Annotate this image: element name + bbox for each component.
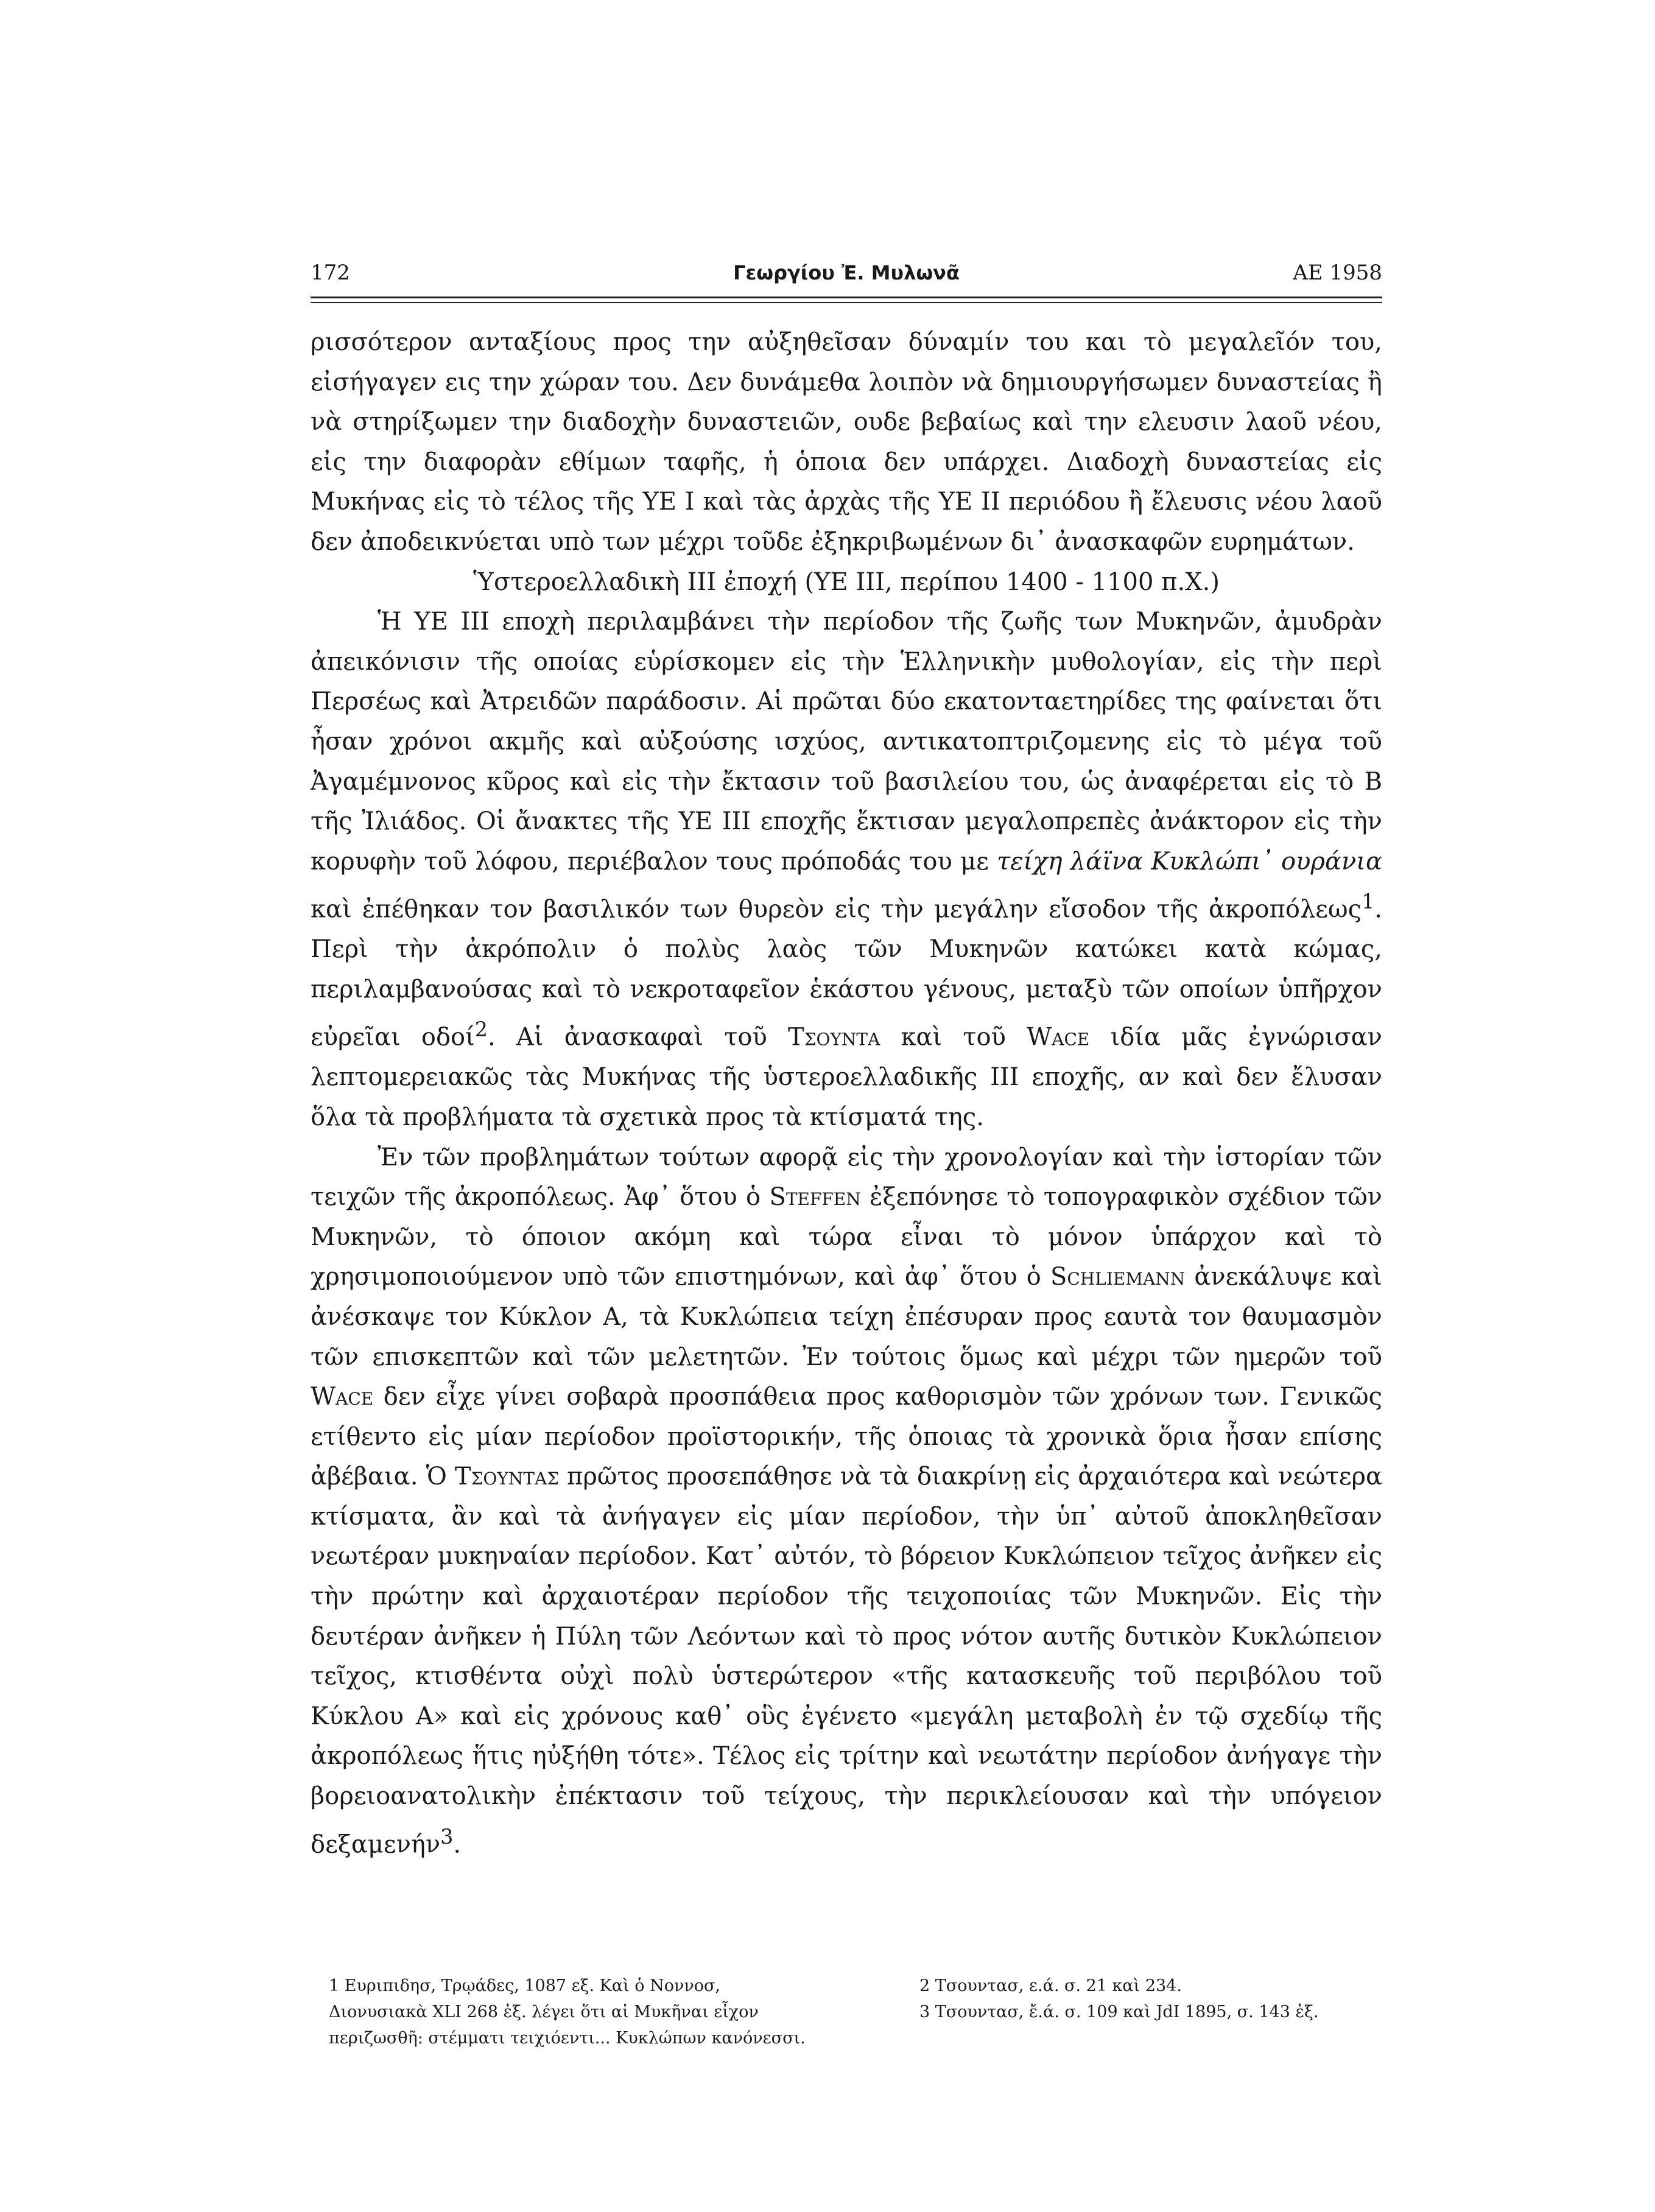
author-name: Τσουντα (788, 1023, 880, 1052)
footnote-column-left (329, 1973, 889, 2051)
text-run: ιδία μᾶς ἐγνώρισαν λεπτομερειακῶς τὰς Μυκήνας τῆς ὑστεροελλαδικῆς ΙΙΙ εποχῆς, αν καὶ δεν ἔλυσαν ὅλα τὰ προβλήματα τὰ σχετικὰ προς τὰ κτίσματά της. (311, 1023, 1382, 1131)
paragraph (311, 602, 1382, 1137)
author-name: Steffen (769, 1183, 861, 1212)
header-rule-secondary (311, 302, 1382, 303)
footnote-1-cont: περιζωσθῆ: στέμματι τειχιόεντι... Κυκλώπων κανόνεσσι. (329, 2029, 806, 2048)
text-run: πρῶτος προσεπάθησε νὰ τὰ διακρίνῃ εἰς ἀρχαιότερα καὶ νεώτερα κτίσματα, ἂν καὶ τὰ ἀνήγαγεν εἰς μίαν περίοδον, τὴν ὑπ᾽ αὐτοῦ ἀποκληθεῖσαν νεωτέραν μυκηναίαν περίοδον. Κατ᾽ αὐτόν, τὸ βόρειον Κυκλώπειον τεῖχος ἀνῆκεν εἰς τὴν πρώτην καὶ ἀρχαιοτέραν περίοδον τῆς τειχοποιίας τῶν Μυκηνῶν. Εἰς τὴν δευτέραν ἀνῆκεν ἡ Πύλη τῶν Λεόντων καὶ τὸ προς νότον αυτῆς δυτικὸν Κυκλώπειον τεῖχος, κτισθέντα οὐχὶ πολὺ ὑστερώτερον «τῆς κατασκευῆς τοῦ περιβόλου τοῦ Κύκλου Α» καὶ εἰς χρόνους καθ᾽ οὓς ἐγένετο «μεγάλη μεταβολὴ ἐν τῷ σχεδίῳ τῆς ἀκροπόλεως ἥτις ηὐξήθη τότε». Τέλος εἰς τρίτην καὶ νεωτάτην περίοδον ἀνήγαγε τὴν βορειοανατολικὴν ἐπέκτασιν τοῦ τείχους, τὴν περικλείουσαν καὶ τὴν υπόγειον δεξαμενήν (311, 1462, 1382, 1858)
footnote-column-right (919, 1973, 1382, 2025)
footnote-1-cont: Διονυσιακὰ XLI 268 ἑξ. λέγει ὅτι αἱ Μυκῆναι εἶχον (329, 2003, 759, 2021)
text-run: ἐξεπόνησε τὸ τοπογραφικὸν σχέδιον τῶν Μυκηνῶν, τὸ όποιον ακόμη καὶ τώρα εἶναι τὸ μόνον ὑπάρχον καὶ τὸ χρησιμοποιούμενον υπὸ τῶν επιστημόνων, καὶ ἀφ᾽ ὅτου ὁ (311, 1183, 1382, 1291)
text-run: καὶ ἐπέθηκαν τον βασιλικόν των θυρεὸν εἰς τὴν μεγάλην εἴσοδον τῆς ἀκροπόλεως (311, 895, 1362, 924)
homeric-quote: τείχη λάϊνα Κυκλώπι᾽ ουράνια (997, 847, 1382, 876)
paragraph: ρισσότερον ανταξίους προς την αὐξηθεῖσαν δύναμίν του και τὸ μεγαλεῖόν του, εἰσήγαγεν εις την χώραν του. Δεν δυνάμεθα λοιπὸν νὰ δημιουργήσωμεν δυναστείας ἢ νὰ στηρίξωμεν την διαδοχὴν δυναστειῶν, ουδε βεβαίως καὶ την ελευσιν λαοῦ νέου, εἰς την διαφορὰν εθίμων ταφῆς, ἡ ὁποια δεν υπάρχει. Διαδοχὴ δυναστείας εἰς Μυκήνας εἰς τὸ τέλος τῆς ΥΕ Ι καὶ τὰς ἀρχὰς τῆς ΥΕ ΙΙ περιόδου ἢ ἔλευσις νέου λαοῦ δεν ἀποδεικνύεται υπὸ των μέχρι τοῦδε ἐξηκριβωμένων δι᾽ ἀνασκαφῶν ευρημάτων. (311, 328, 1382, 556)
journal-year: ΑΕ 1958 (1293, 261, 1382, 285)
author-name: Wace (1027, 1023, 1090, 1052)
footnote-1: 1 Ευριπιδησ, Τρῳάδες, 1087 εξ. Καὶ ὁ Νοννοσ, (329, 1976, 721, 1995)
text-run: δεν εἶχε γίνει σοβαρὰ προσπάθεια προς καθορισμὸν τῶν χρόνων των. Γενικῶς ετίθεντο εἰς μίαν περίοδον προϊστορικήν, τῆς ὁποιας τὰ χρονικὰ ὅρια ἦσαν επίσης ἀβέβαια. Ὁ (311, 1383, 1382, 1491)
running-title: Γεωργίου Ἐ. Μυλωνᾶ (733, 261, 960, 284)
author-name: Wace (311, 1383, 374, 1411)
author-name: Τσουντας (454, 1462, 559, 1491)
running-header (311, 255, 1382, 291)
footnote-ref: 1 (1362, 890, 1375, 914)
footnote-2: 2 Τσουντασ, ε.ά. σ. 21 καὶ 234. (919, 1976, 1182, 1995)
text-run: . (453, 1830, 462, 1858)
text-run: Ἐν τῶν προβλημάτων τούτων αφορᾷ εἰς τὴν χρονολογίαν καὶ τὴν ἱστορίαν τῶν τειχῶν τῆς ἀκροπόλεως. Ἀφ᾽ ὅτου ὁ (311, 1143, 1382, 1212)
text-run: . Περὶ τὴν ἀκρόπολιν ὁ πολὺς λαὸς τῶν Μυκηνῶν κατώκει κατὰ κώμας, περιλαμβανούσας καὶ τὸ νεκροταφεῖον ἑκάστου γένους, μεταξὺ τῶν οποίων ὑπῆρχον εὐρεῖαι οδοί (311, 895, 1382, 1052)
text-run: . Αἱ ἀνασκαφαὶ τοῦ (488, 1023, 789, 1052)
text-run: καὶ τοῦ (880, 1023, 1027, 1052)
footnote-ref: 2 (474, 1017, 488, 1042)
page-number: 172 (311, 261, 350, 285)
section-heading: Ὑστεροελλαδικὴ ΙΙΙ ἐποχή (ΥΕ ΙΙΙ, περίπου 1400 - 1100 π.Χ.) (473, 567, 1220, 596)
paragraph (311, 1138, 1382, 1865)
header-rule (311, 297, 1382, 298)
author-name: Schliemann (1050, 1263, 1186, 1291)
body-text (311, 323, 1382, 1865)
text-run: Ἡ ΥΕ ΙΙΙ εποχὴ περιλαμβάνει τὴν περίοδον τῆς ζωῆς των Μυκηνῶν, ἀμυδρὰν ἀπεικόνισιν τῆς οποίας εὑρίσκομεν εἰς τὴν Ἑλληνικὴν μυθολογίαν, εἰς τὴν περὶ Περσέως καὶ Ἀτρειδῶν παράδοσιν. Αἱ πρῶται δύο εκατονταετηρίδες της φαίνεται ὅτι ἦσαν χρόνοι ακμῆς καὶ αὐξούσης ισχύος, αντικατοπτριζομενης εἰς τὸ μέγα τοῦ Ἀγαμέμνονος κῦρος καὶ εἰς τὴν ἔκτασιν τοῦ βασιλείου του, ὡς ἀναφέρεται εἰς τὸ Β τῆς Ἰλιάδος. Οἱ ἄνακτες τῆς ΥΕ ΙΙΙ εποχῆς ἔκτισαν μεγαλοπρεπὲς ἀνάκτορον εἰς τὴν κορυφὴν τοῦ λόφου, περιέβαλον τους πρόποδάς του με (311, 608, 1382, 876)
footnote-ref: 3 (440, 1824, 454, 1849)
text-run: ἀνεκάλυψε καὶ ἀνέσκαψε τον Κύκλον Α, τὰ Κυκλώπεια τείχη ἐπέσυραν προς εαυτὰ τον θαυμασμὸν τῶν επισκεπτῶν καὶ τῶν μελετητῶν. Ἐν τούτοις ὅμως καὶ μέχρι τῶν ημερῶν τοῦ (311, 1263, 1382, 1371)
footnote-3: 3 Τσουντασ, ἔ.ά. σ. 109 καὶ JdI 1895, σ. 143 ἑξ. (919, 2003, 1319, 2021)
